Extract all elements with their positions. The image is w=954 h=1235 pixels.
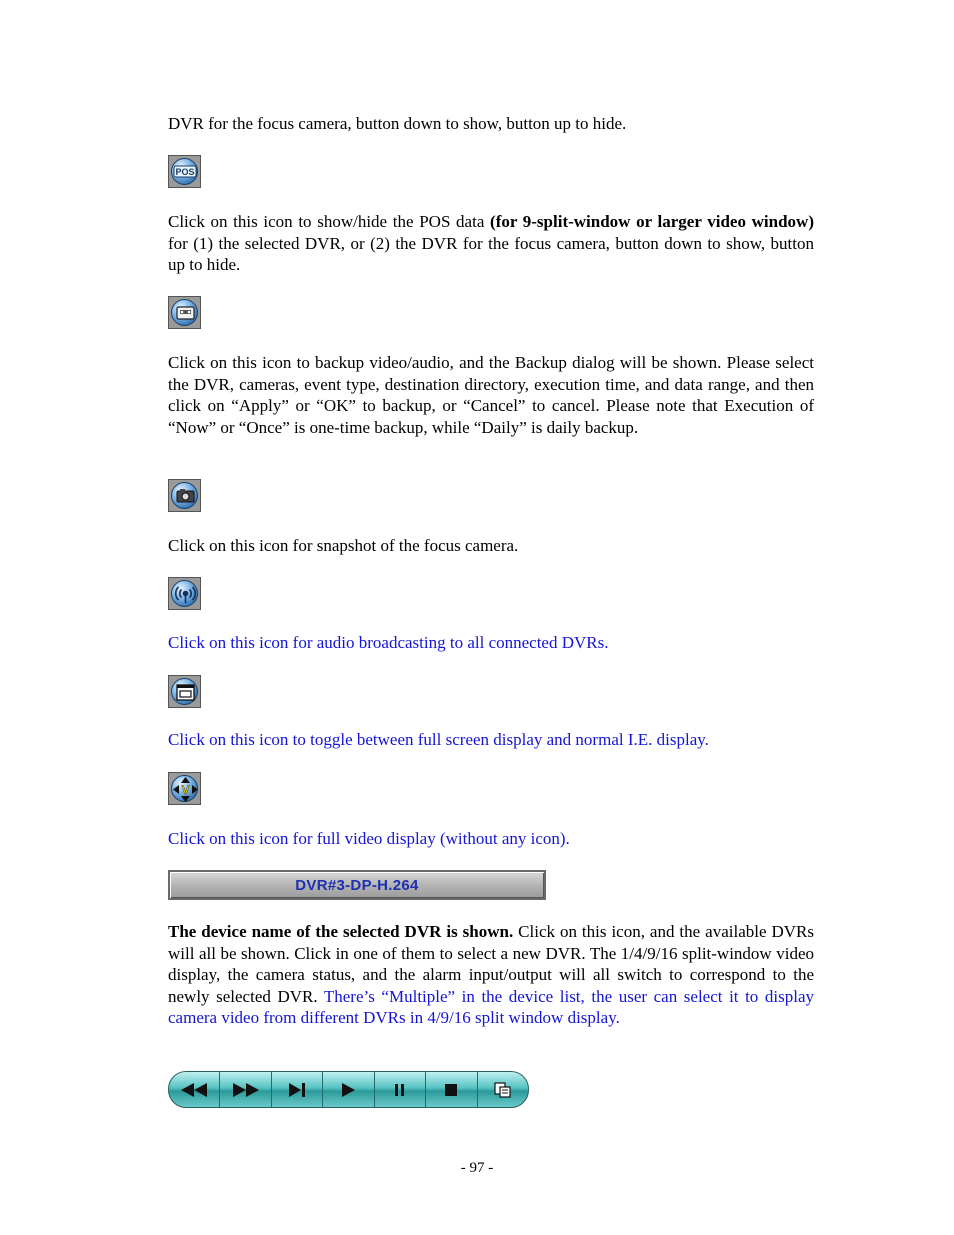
paragraph-pos-bold: (for 9-split-window or larger video window) <box>490 212 814 231</box>
snapshot-icon[interactable] <box>168 479 201 512</box>
play-icon <box>340 1083 356 1097</box>
broadcast-icon[interactable] <box>168 577 201 610</box>
stop-icon <box>444 1083 458 1097</box>
pos-icon[interactable] <box>168 155 201 188</box>
paragraph-broadcast: Click on this icon for audio broadcasting to all connected DVRs. <box>168 633 609 652</box>
rewind-button[interactable] <box>169 1072 220 1107</box>
backup-icon[interactable] <box>168 296 201 329</box>
paragraph-device-name <box>168 921 814 1029</box>
rewind-icon <box>179 1083 209 1097</box>
full-video-icon[interactable] <box>168 772 201 805</box>
paragraph-fullscreen: Click on this icon to toggle between full screen display and normal I.E. display. <box>168 730 709 749</box>
device-name-label: DVR#3-DP-H.264 <box>295 877 419 894</box>
pause-icon <box>393 1084 407 1096</box>
step-forward-button[interactable] <box>272 1072 323 1107</box>
paragraph-device-text: Click on this icon, and the available DVRs will all be shown. Click in one of them to select a new DVR. The 1/4/9/16 split-window video display, the camera status, and the alarm input/output will all switch to correspond to the newly selected DVR. <box>168 922 814 1006</box>
paragraph-device-multiple: There’s “Multiple” in the device list, the user can select it to display camera video from different DVRs in 4/9/16 split window display. <box>168 986 815 1027</box>
fullscreen-icon[interactable] <box>168 675 201 708</box>
copy-button[interactable] <box>478 1072 528 1107</box>
stop-button[interactable] <box>426 1072 477 1107</box>
pause-button[interactable] <box>375 1072 426 1107</box>
step-forward-icon <box>286 1083 308 1097</box>
fast-forward-button[interactable] <box>220 1072 271 1107</box>
device-name-bar[interactable] <box>168 870 546 900</box>
paragraph-device-bold: The device name of the selected DVR is shown. <box>168 922 514 941</box>
paragraph-full-video: Click on this icon for full video display (without any icon). <box>168 829 570 848</box>
copy-icon <box>494 1082 512 1098</box>
paragraph-pos-text-a: Click on this icon to show/hide the POS data <box>168 212 491 231</box>
play-button[interactable] <box>323 1072 374 1107</box>
paragraph-backup: Click on this icon to backup video/audio, and the Backup dialog will be shown. Please select the DVR, cameras, event type, destination directory, execution time, and data range, and then click on “Apply” or “OK” to backup, or “Cancel” to cancel. Please note that Execution of “Now” or “Once” is one-time backup, while “Daily” is daily backup. <box>168 353 814 437</box>
paragraph-pos <box>168 211 814 276</box>
page-number: - 97 - <box>460 1160 494 1176</box>
svg-text:V: V <box>181 783 190 797</box>
fast-forward-icon <box>231 1083 261 1097</box>
paragraph-focus-camera: DVR for the focus camera, button down to show, button up to hide. <box>168 114 627 133</box>
pos-icon-label: POS <box>175 167 195 177</box>
paragraph-pos-text-b: for (1) the selected DVR, or (2) the DVR for the focus camera, button down to show, button up to hide. <box>168 233 814 274</box>
playback-control-bar <box>168 1071 529 1108</box>
paragraph-snapshot: Click on this icon for snapshot of the focus camera. <box>168 536 519 555</box>
